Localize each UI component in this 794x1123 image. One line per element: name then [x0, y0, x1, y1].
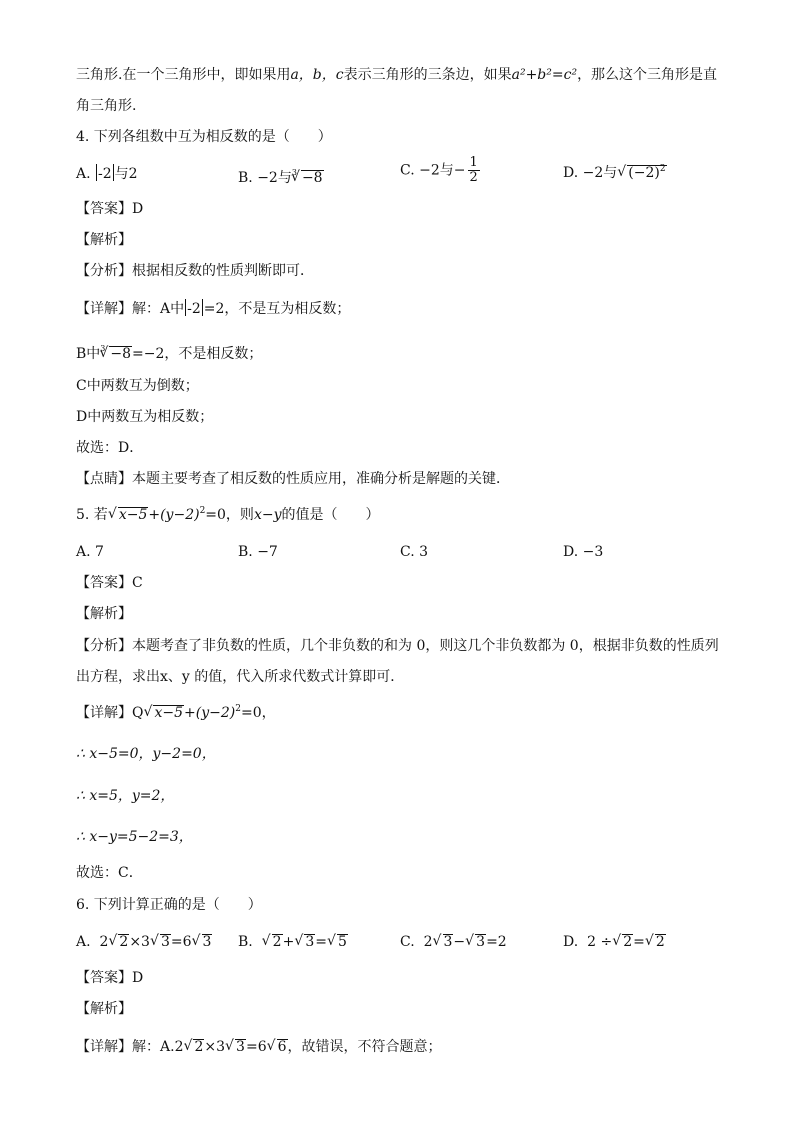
op: ×3	[204, 1039, 226, 1055]
q5-answer: 【答案】C	[76, 575, 143, 591]
q5-option-c: C. 3	[400, 544, 429, 560]
q4-option-c	[400, 156, 480, 185]
cube-root	[99, 345, 132, 363]
q5-analysis-line-2: 出方程，求出x、y 的值，代入所求代数式计算即可．	[76, 669, 405, 685]
q4-answer: 【答案】D	[76, 201, 144, 217]
abs-value: -2	[187, 301, 201, 317]
exponent: 2	[235, 704, 241, 714]
exponent: 2	[659, 164, 666, 174]
stem-text: 的值是（ ）	[281, 507, 380, 523]
q4-detail-c: C中两数互为倒数；	[76, 378, 199, 394]
intro-text: ，那么这个三角形是直	[577, 67, 718, 83]
radicand: 3	[443, 934, 453, 950]
square-root	[192, 933, 213, 951]
op: =	[633, 934, 645, 950]
option-label: C.	[400, 162, 415, 179]
option-label: B.	[238, 934, 253, 950]
q4-option-b	[238, 164, 324, 187]
op: =2	[486, 934, 507, 950]
square-root	[150, 933, 171, 951]
q4-choose: 故选：D．	[76, 440, 144, 456]
radicand: 3	[476, 934, 486, 950]
radicand: (−2)	[628, 165, 660, 181]
coef: 2	[174, 1039, 184, 1055]
radicand: 2	[194, 1039, 204, 1055]
square-root	[294, 933, 315, 951]
q5-option-a: A. 7	[76, 544, 104, 560]
radicand: −8	[110, 346, 132, 362]
intro-text: 表示三角形的三条边，如果	[343, 67, 512, 83]
square-root	[433, 933, 454, 951]
op: =	[315, 934, 327, 950]
q5-option-d: D. −3	[563, 544, 604, 560]
q6-option-d	[563, 933, 666, 951]
square-root	[225, 1038, 246, 1056]
detail-text: 【详解】解：A.	[76, 1039, 175, 1055]
square-root	[108, 506, 149, 524]
intro-vars: a，b，c	[290, 67, 344, 83]
question-4-stem: 4. 下列各组数中互为相反数的是（ ）	[76, 129, 332, 145]
radicand: 3	[202, 934, 212, 950]
square-root	[108, 933, 129, 951]
coef: 2	[99, 934, 109, 950]
option-label: A.	[76, 166, 91, 182]
radicand: 5	[337, 934, 347, 950]
detail-text: =0，	[240, 705, 276, 721]
square-root	[262, 933, 283, 951]
numerator: 1	[469, 155, 478, 170]
q4-option-d	[563, 164, 667, 182]
radicand: −8	[301, 170, 323, 186]
option-text: 与2	[114, 166, 138, 182]
stem-text: 5. 若	[76, 507, 108, 523]
q5-detail-1	[76, 704, 276, 722]
square-root	[143, 704, 184, 722]
option-label: A.	[76, 934, 91, 950]
q6-answer: 【答案】D	[76, 970, 144, 986]
q5-step-1: ∴ x−5=0，y−2=0，	[76, 746, 216, 762]
op: −	[453, 934, 466, 950]
radicand-wrap	[627, 165, 666, 181]
q5-step-2: ∴ x=5，y=2，	[76, 788, 175, 804]
radicand: 2	[623, 934, 633, 950]
q4-detail-b	[76, 340, 262, 363]
question-6-stem: 6. 下列计算正确的是（ ）	[76, 897, 262, 913]
q4-comment: 【点睛】本题主要考查了相反数的性质应用，准确分析是解题的关键．	[76, 471, 510, 487]
detail-text: ，故错误，不符合题意；	[287, 1039, 442, 1055]
option-text: −2与	[257, 170, 292, 186]
op: =6	[170, 934, 192, 950]
square-root	[267, 1038, 288, 1056]
square-root	[612, 933, 633, 951]
intro-equation: a²+b²=c²	[511, 67, 578, 83]
q5-analysis-title: 【解析】	[76, 606, 132, 622]
op: =6	[245, 1039, 267, 1055]
question-5-stem	[76, 506, 379, 524]
detail-text: =−2，不是相反数；	[132, 346, 263, 362]
option-label: C.	[400, 934, 415, 950]
intro-line-1	[76, 66, 717, 84]
intro-line-2: 角三角形.	[76, 98, 137, 114]
square-root	[327, 933, 348, 951]
denominator: 2	[469, 170, 478, 185]
radicand: x−5	[118, 507, 148, 523]
q5-step-3: ∴ x−y=5−2=3，	[76, 829, 193, 845]
option-text: −2与	[582, 165, 618, 181]
stem-term: +(y−2)	[148, 507, 200, 523]
q6-option-c	[400, 933, 507, 951]
abs-bar	[96, 164, 97, 181]
radicand: x−5	[154, 705, 184, 721]
q4-analysis-title: 【解析】	[76, 232, 132, 248]
square-root	[645, 933, 666, 951]
exponent: 2	[199, 506, 206, 516]
square-root	[465, 933, 486, 951]
q6-analysis-title: 【解析】	[76, 1001, 132, 1017]
option-label: B.	[238, 170, 253, 186]
abs-bar	[185, 299, 186, 316]
stem-text: =0，则	[205, 507, 254, 523]
option-label: D.	[563, 165, 579, 181]
q5-option-b: B. −7	[238, 544, 278, 560]
radicand: 3	[236, 1039, 245, 1055]
square-root	[617, 164, 666, 182]
abs-bar	[113, 164, 114, 181]
abs-bar	[202, 299, 203, 316]
abs-value: -2	[98, 166, 112, 182]
radicand: 2	[272, 934, 282, 950]
q4-detail-a	[76, 299, 350, 318]
radicand: 3	[305, 934, 315, 950]
radicand: 6	[277, 1039, 287, 1055]
fraction	[468, 156, 480, 185]
cube-root	[291, 169, 324, 187]
op: ×3	[129, 934, 150, 950]
q6-option-b	[238, 933, 348, 951]
option-text: −2与−	[419, 162, 466, 179]
radicand: 2	[119, 934, 129, 950]
q5-analysis-line-1: 【分析】本题考查了非负数的性质，几个非负数的和为 0，则这几个非负数都为 0，根据非负数的性质列	[76, 638, 719, 654]
q5-choose: 故选：C．	[76, 865, 143, 881]
option-label: D.	[563, 934, 579, 950]
detail-text: 【详解】解：A中	[76, 301, 185, 317]
detail-text: =2，不是互为相反数；	[203, 301, 351, 317]
op: +	[282, 934, 295, 950]
radical-index: 3	[291, 168, 297, 177]
coef: 2	[423, 934, 433, 950]
detail-text: B中	[76, 346, 101, 362]
detail-text: 【详解】Q	[76, 705, 144, 721]
q4-detail-d: D中两数互为相反数；	[76, 409, 214, 425]
square-root	[183, 1038, 204, 1056]
q6-option-a	[76, 933, 212, 951]
q6-detail-1	[76, 1038, 442, 1056]
q4-analysis: 【分析】根据相反数的性质判断即可．	[76, 263, 314, 279]
radicand: 2	[655, 934, 665, 950]
radical-index: 3	[100, 344, 106, 353]
detail-term: +(y−2)	[184, 705, 236, 721]
intro-text: 三角形.在一个三角形中，即如果用	[76, 67, 291, 83]
op: 2 ÷	[587, 934, 613, 950]
stem-term: x−y	[253, 507, 282, 523]
q4-option-a	[76, 164, 138, 183]
radicand: 3	[160, 934, 170, 950]
